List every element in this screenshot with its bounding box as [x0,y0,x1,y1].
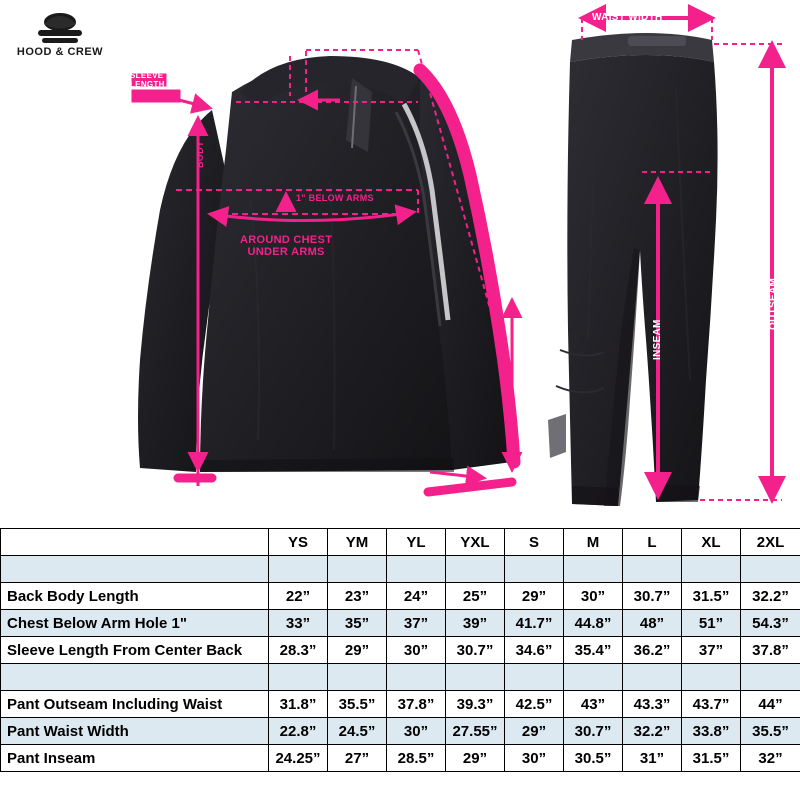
cell-inseam-ym: 27” [328,745,387,772]
cell-back-body-length-ym: 23” [328,583,387,610]
cell-back-body-length-ys: 22” [269,583,328,610]
cell-chest-l: 48” [623,610,682,637]
row-label-back-body-length: Back Body Length [1,583,269,610]
annotation-around-chest: AROUND CHEST UNDER ARMS [240,234,333,259]
cell-outseam-ym: 35.5” [328,691,387,718]
table-row [1,583,800,610]
cell-waist-s: 29” [505,718,564,745]
cell-outseam-xl: 43.7” [682,691,741,718]
cell-sleeve-l: 36.2” [623,637,682,664]
cell-sleeve-2xl: 37.8” [741,637,800,664]
cell-back-body-length-yl: 24” [387,583,446,610]
cell-inseam-2xl: 32” [741,745,800,772]
cell-outseam-l: 43.3” [623,691,682,718]
table-spacer-row [1,664,800,691]
cell-chest-2xl: 54.3” [741,610,800,637]
column-header-xl: XL [682,529,741,556]
column-header-l: L [623,529,682,556]
annotation-sleeve-length: SLEEVE LENGTH [130,71,165,89]
table-row [1,691,800,718]
cell-outseam-yxl: 39.3” [446,691,505,718]
cell-inseam-ys: 24.25” [269,745,328,772]
column-header-yxl: YXL [446,529,505,556]
cell-waist-ym: 24.5” [328,718,387,745]
column-header-s: S [505,529,564,556]
cell-back-body-length-2xl: 32.2” [741,583,800,610]
cell-chest-yl: 37” [387,610,446,637]
cell-chest-m: 44.8” [564,610,623,637]
row-label-sleeve-length: Sleeve Length From Center Back [1,637,269,664]
annotation-below-arms: 1" BELOW ARMS [296,193,374,203]
cell-waist-yxl: 27.55” [446,718,505,745]
column-header-m: M [564,529,623,556]
cell-waist-2xl: 35.5” [741,718,800,745]
cell-inseam-xl: 31.5” [682,745,741,772]
cell-back-body-length-xl: 31.5” [682,583,741,610]
cell-chest-xl: 51” [682,610,741,637]
annotation-body: BODY [195,140,205,168]
cell-outseam-2xl: 44” [741,691,800,718]
cell-outseam-yl: 37.8” [387,691,446,718]
row-label-chest-below-arm-hole: Chest Below Arm Hole 1" [1,610,269,637]
table-row [1,718,800,745]
cell-waist-ys: 22.8” [269,718,328,745]
cell-chest-ys: 33” [269,610,328,637]
cell-sleeve-xl: 37” [682,637,741,664]
cell-back-body-length-l: 30.7” [623,583,682,610]
column-header-ym: YM [328,529,387,556]
cell-back-body-length-m: 30” [564,583,623,610]
cell-sleeve-ys: 28.3” [269,637,328,664]
cell-sleeve-yxl: 30.7” [446,637,505,664]
cell-chest-s: 41.7” [505,610,564,637]
cell-sleeve-ym: 29” [328,637,387,664]
cell-outseam-s: 42.5” [505,691,564,718]
cell-sleeve-s: 34.6” [505,637,564,664]
cell-sleeve-yl: 30” [387,637,446,664]
cell-inseam-s: 30” [505,745,564,772]
column-header-ys: YS [269,529,328,556]
cell-sleeve-m: 35.4” [564,637,623,664]
row-label-pant-waist-width: Pant Waist Width [1,718,269,745]
cell-outseam-m: 43” [564,691,623,718]
table-header-row [1,529,800,556]
size-chart-table [0,528,800,772]
table-spacer-row [1,556,800,583]
column-header-yl: YL [387,529,446,556]
cell-waist-xl: 33.8” [682,718,741,745]
row-label-pant-outseam: Pant Outseam Including Waist [1,691,269,718]
cell-chest-yxl: 39” [446,610,505,637]
column-header-2xl: 2XL [741,529,800,556]
cell-waist-m: 30.7” [564,718,623,745]
table-row [1,745,800,772]
cell-back-body-length-s: 29” [505,583,564,610]
table-row [1,637,800,664]
cell-waist-l: 32.2” [623,718,682,745]
track-pants-graphic [548,33,718,506]
cell-waist-yl: 30” [387,718,446,745]
cell-inseam-yl: 28.5” [387,745,446,772]
cell-back-body-length-yxl: 25” [446,583,505,610]
cell-outseam-ys: 31.8” [269,691,328,718]
annotation-inseam: INSEAM [652,319,663,360]
table-row [1,610,800,637]
row-label-pant-inseam: Pant Inseam [1,745,269,772]
cell-chest-ym: 35” [328,610,387,637]
cell-inseam-l: 31” [623,745,682,772]
column-header-measurement [1,529,269,556]
cell-inseam-m: 30.5” [564,745,623,772]
annotation-outseam: OUTSEAM [768,277,779,330]
helmet-logo-icon [38,13,82,43]
brand-logo-text: HOOD & CREW [16,46,104,58]
annotation-waist-width: WAIST WIDTH [592,12,663,23]
cell-inseam-yxl: 29” [446,745,505,772]
